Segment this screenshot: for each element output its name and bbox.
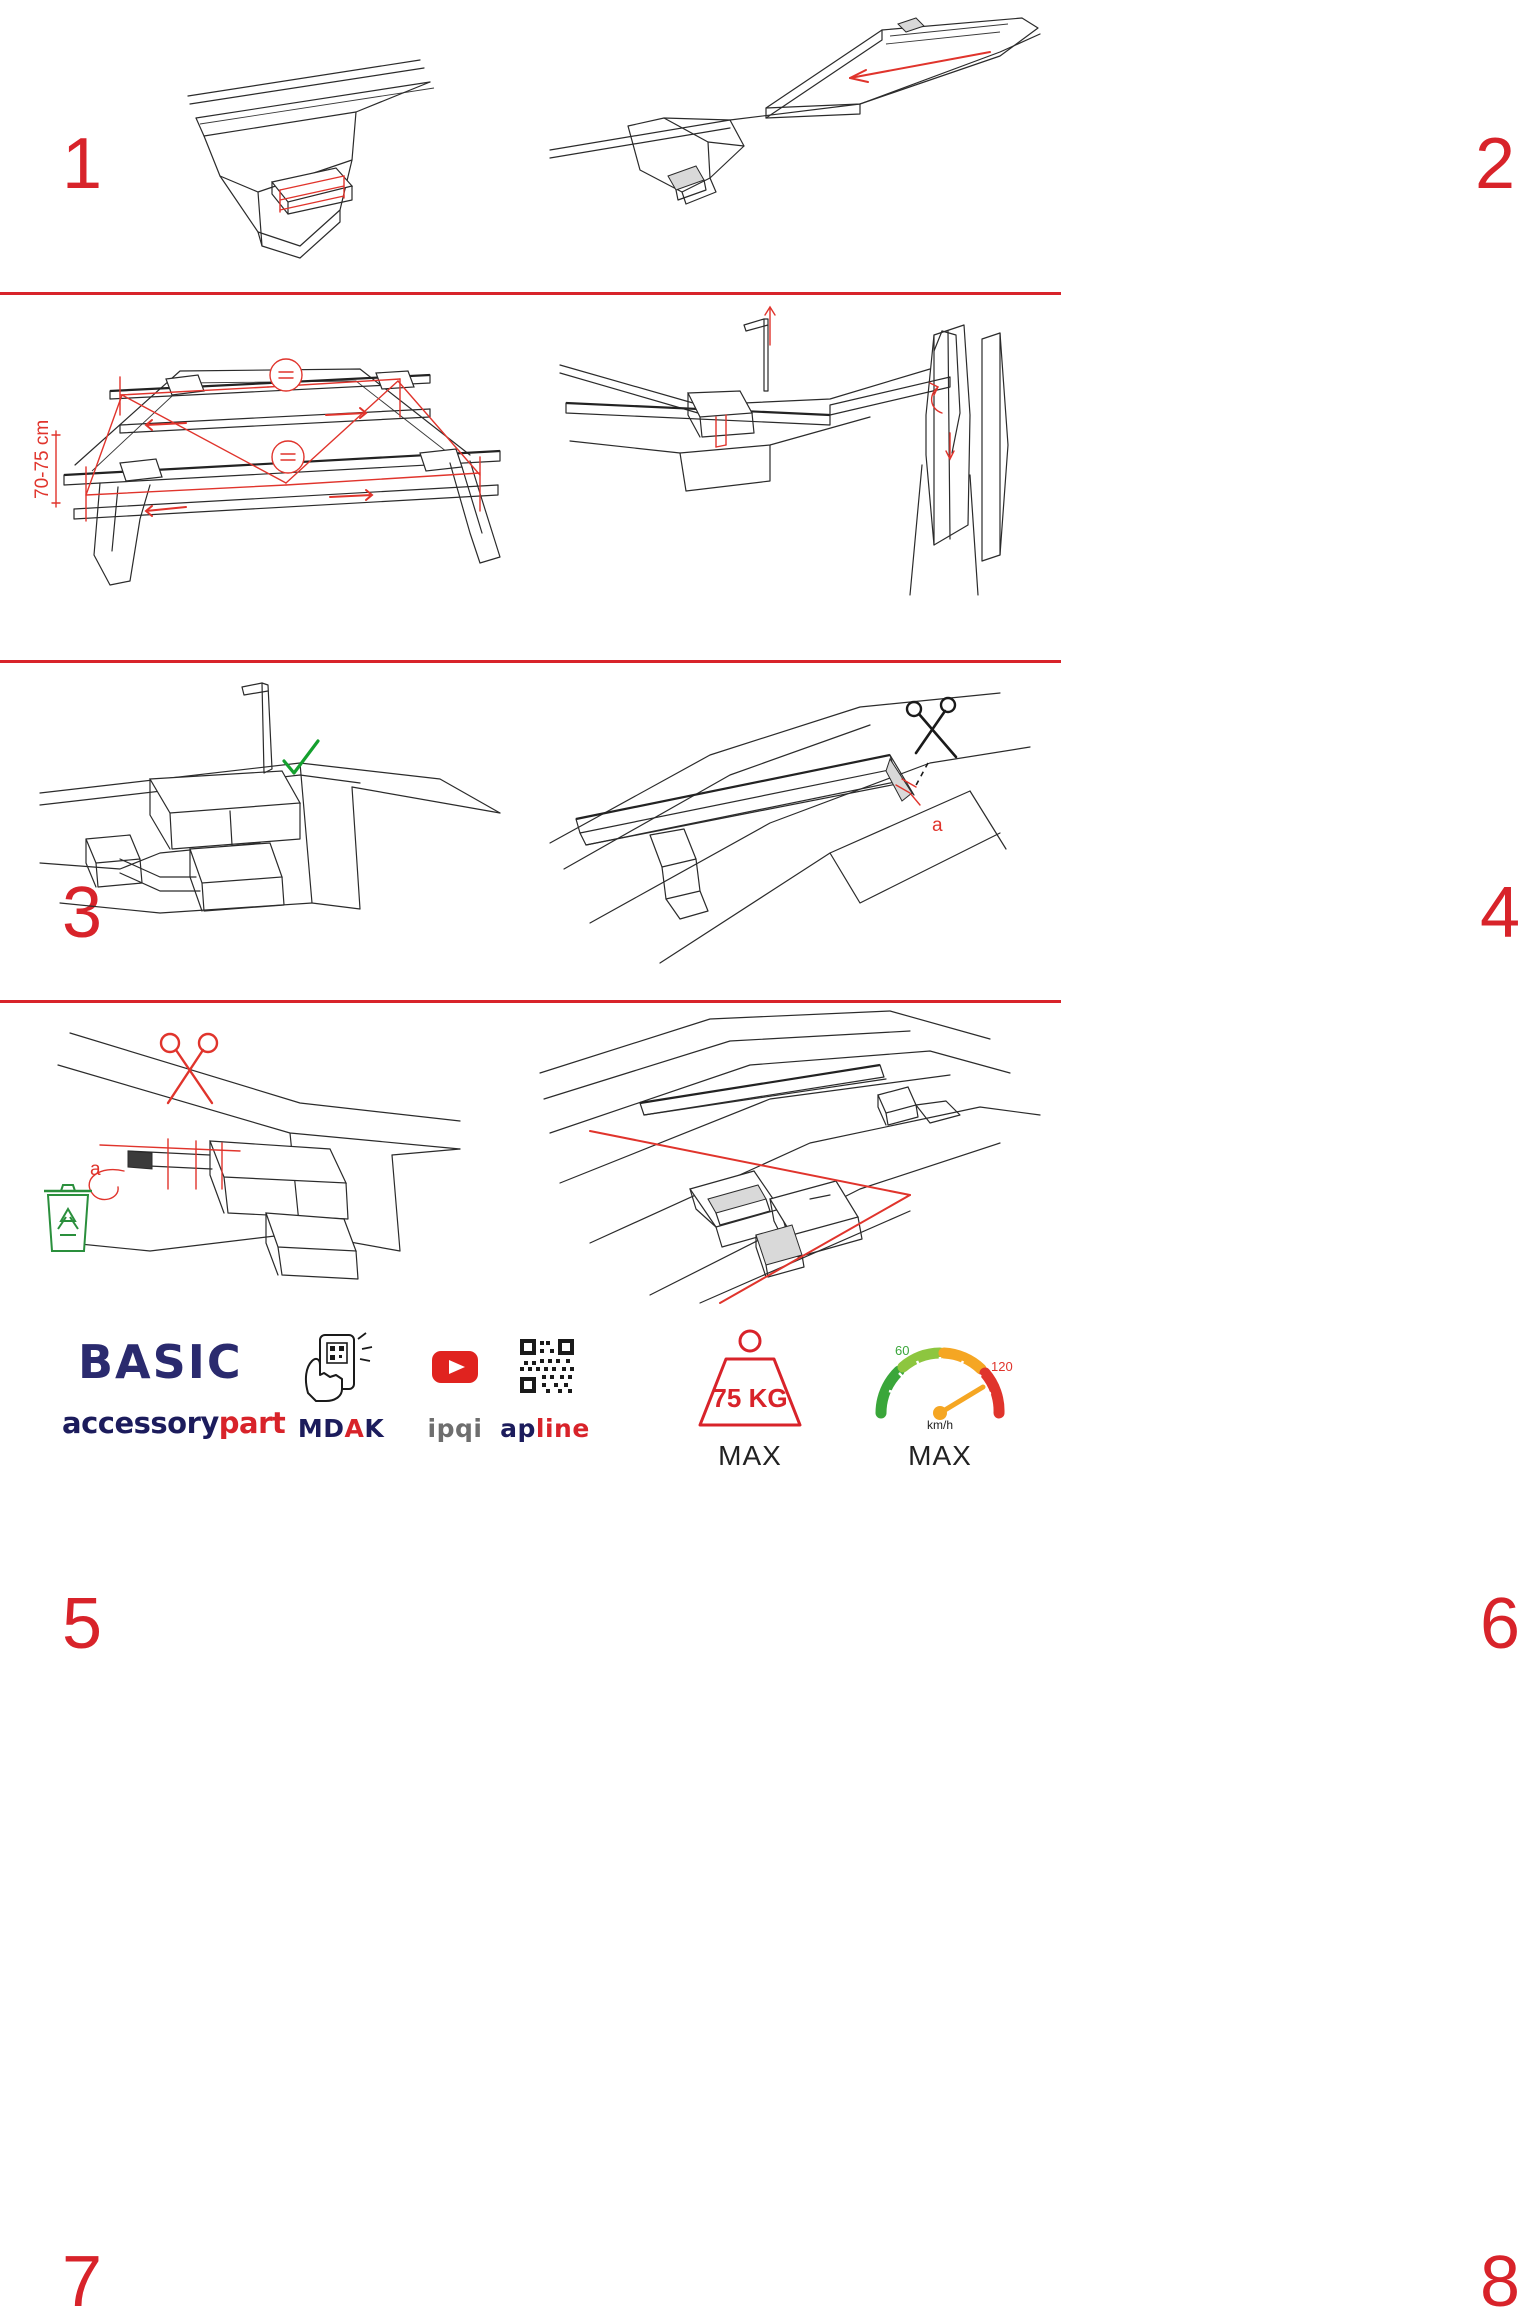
step-number-1: 1 xyxy=(62,124,103,204)
max-weight-label: MAX xyxy=(718,1440,782,1471)
step-5-illustration xyxy=(0,663,530,1000)
brand-subtitle-part-b: part xyxy=(218,1406,286,1440)
speedometer-icon xyxy=(845,1325,1035,1433)
step-number-6: 6 xyxy=(1480,1584,1520,1664)
mdak-caption-main: MD xyxy=(297,1414,345,1443)
brand-title: BASIC xyxy=(78,1335,243,1389)
max-weight-value: 75 KG xyxy=(712,1383,788,1413)
step-4-illustration xyxy=(530,295,1061,660)
mdak-caption-accent: A xyxy=(344,1414,365,1443)
step-panel-1 xyxy=(0,0,530,292)
speed-unit: km/h xyxy=(926,1418,954,1432)
step-number-7: 7 xyxy=(62,2242,103,2322)
recycle-bin-icon xyxy=(44,1185,92,1251)
step-number-4: 4 xyxy=(1480,873,1520,953)
speed-tick-60: 60 xyxy=(895,1343,910,1358)
marker-a-label-7: a xyxy=(90,1159,101,1180)
apline-caption-b: line xyxy=(535,1414,590,1443)
measure-label: 70-75 cm xyxy=(32,419,53,499)
step-3-illustration xyxy=(0,295,530,660)
max-speed-label: MAX xyxy=(908,1440,972,1471)
footer xyxy=(0,1313,1061,1500)
step-number-3: 3 xyxy=(62,873,103,953)
speed-tick-120: 120 xyxy=(991,1359,1013,1374)
apline-caption-a: ap xyxy=(500,1414,536,1443)
step-2-illustration xyxy=(530,0,1061,292)
qr-code-icon xyxy=(480,1331,610,1403)
marker-a-label: a xyxy=(932,815,943,836)
max-speed-block xyxy=(845,1325,1035,1472)
scissors-icon-red xyxy=(161,1034,217,1103)
step-number-8: 8 xyxy=(1480,2242,1520,2322)
step-7-illustration xyxy=(0,1003,530,1313)
logo-apline-caption xyxy=(480,1414,610,1443)
max-weight-block xyxy=(660,1325,840,1472)
brand-subtitle-part-a: accessory xyxy=(62,1406,219,1440)
logo-mdak-caption xyxy=(286,1414,396,1443)
step-panel-2 xyxy=(530,0,1516,292)
step-number-2: 2 xyxy=(1475,124,1516,204)
scissors-icon xyxy=(907,698,956,757)
step-8-illustration xyxy=(530,1003,1061,1313)
hand-phone-qr-icon xyxy=(286,1331,396,1403)
step-6-illustration xyxy=(530,663,1061,1000)
mdak-caption-tail: K xyxy=(364,1414,385,1443)
ipqi-caption: ipqi xyxy=(427,1414,483,1443)
step-number-5: 5 xyxy=(62,1584,103,1664)
step-panel-4 xyxy=(530,295,1520,953)
weight-icon xyxy=(660,1325,840,1433)
logo-mdak xyxy=(286,1331,396,1443)
brand-subtitle xyxy=(62,1406,285,1440)
logo-apline xyxy=(480,1331,610,1443)
step-panel-3 xyxy=(0,295,530,953)
